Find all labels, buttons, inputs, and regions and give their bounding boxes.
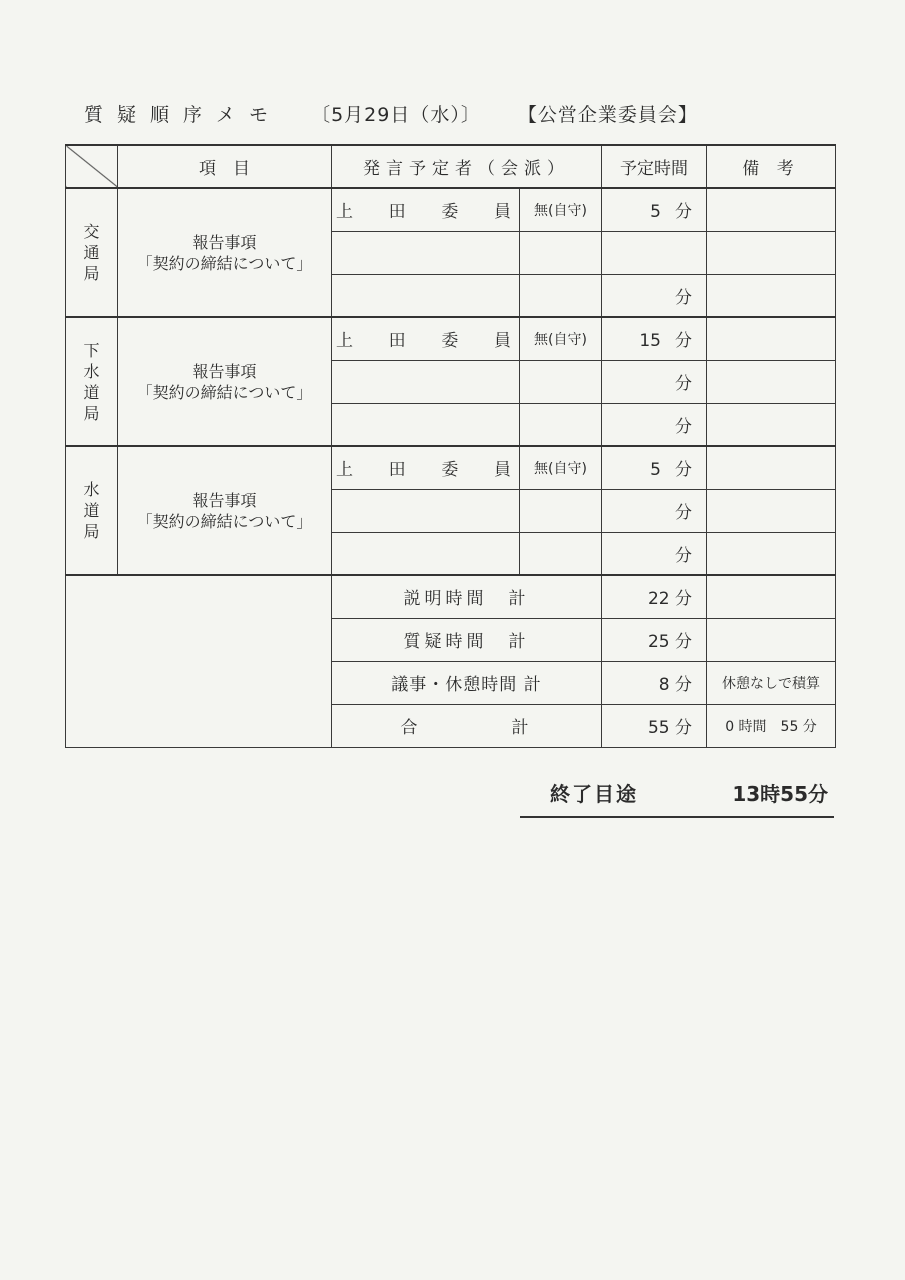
speaker-char: 員: [493, 460, 511, 481]
speaker-cell: [332, 403, 520, 446]
summary-note: 休憩なしで積算: [707, 661, 836, 704]
speaker-char: 上: [336, 460, 353, 481]
time-unit: 分: [675, 416, 692, 437]
item-line: 「契約の締結について」: [136, 382, 313, 402]
table-header-row: [66, 145, 836, 188]
summary-note: [707, 618, 836, 661]
summary-label: 説明時間 計: [332, 575, 602, 618]
note-cell: [707, 446, 836, 489]
note-cell: [707, 188, 836, 231]
end-label: 終了目途: [550, 782, 638, 806]
time-unit: 分: [675, 460, 692, 481]
header-item: 項 目: [118, 145, 332, 188]
note-cell: [707, 489, 836, 532]
item-line: 「契約の締結について」: [136, 511, 313, 531]
speaker-cell: [332, 188, 520, 231]
time-value: 5: [650, 460, 661, 481]
note-cell: [707, 231, 836, 274]
faction-cell: [520, 360, 602, 403]
time-cell: [602, 231, 707, 274]
summary-note: [707, 575, 836, 618]
time-unit: 分: [675, 287, 692, 308]
time-cell: [602, 403, 707, 446]
summary-note: 0 時間 55 分: [707, 704, 836, 747]
speaker-cell: [332, 231, 520, 274]
item-cell: [118, 446, 332, 575]
faction-cell: [520, 403, 602, 446]
speaker-char: 員: [493, 202, 511, 223]
summary-time: 25 分: [602, 618, 707, 661]
speaker-cell: [332, 489, 520, 532]
title-main: 質疑順序メモ: [84, 104, 283, 126]
speaker-char: 田: [388, 331, 406, 352]
dept-char: 水: [83, 361, 100, 381]
speaker-char: 委: [441, 460, 459, 481]
dept-char: 交: [83, 222, 100, 241]
question-order-table: [65, 144, 836, 748]
title-committee: 【公営企業委員会】: [517, 104, 698, 126]
summary-time: 55 分: [602, 704, 707, 747]
time-unit: 分: [675, 545, 692, 566]
dept-char: 局: [83, 264, 100, 283]
summary-time: 8 分: [602, 661, 707, 704]
note-cell: [707, 360, 836, 403]
dept-char: 通: [83, 243, 100, 262]
speaker-char: 上: [336, 202, 353, 223]
table-row: [66, 317, 836, 360]
summary-blank-cell: [66, 575, 332, 747]
speaker-char: 上: [336, 331, 353, 352]
note-cell: [707, 274, 836, 317]
time-value: 15: [639, 331, 661, 352]
note-cell: [707, 403, 836, 446]
item-cell: [118, 317, 332, 446]
header-speaker: 発言予定者（会派）: [332, 145, 602, 188]
time-unit: 分: [675, 374, 692, 394]
dept-cell: [66, 317, 118, 446]
time-cell: [602, 446, 707, 489]
time-cell: [602, 489, 707, 532]
dept-cell: [66, 446, 118, 575]
summary-row-explain: [66, 575, 836, 618]
end-estimate: [520, 772, 834, 818]
header-time: 予定時間: [602, 145, 707, 188]
document-title: [84, 100, 698, 127]
item-line: 「契約の締結について」: [136, 253, 313, 273]
header-corner-cell: [66, 145, 118, 188]
speaker-cell: [332, 317, 520, 360]
table-row: [66, 446, 836, 489]
faction-cell: [520, 489, 602, 532]
header-note: 備 考: [707, 145, 836, 188]
item-cell: [118, 188, 332, 317]
speaker-cell: [332, 532, 520, 575]
summary-label: 質疑時間 計: [332, 618, 602, 661]
time-value: 5: [650, 202, 661, 223]
faction-cell: [520, 274, 602, 317]
faction-cell: 無(自守): [520, 188, 602, 231]
end-value: 13時55分: [732, 782, 828, 806]
total-label-b: 計: [511, 718, 533, 738]
dept-cell: [66, 188, 118, 317]
time-cell: [602, 274, 707, 317]
speaker-char: 委: [441, 202, 459, 223]
time-unit: 分: [675, 202, 692, 223]
speaker-char: 田: [388, 202, 406, 223]
summary-time: 22 分: [602, 575, 707, 618]
item-line: 報告事項: [192, 361, 257, 381]
dept-char: 道: [83, 501, 100, 520]
time-unit: 分: [675, 503, 692, 523]
speaker-char: 委: [441, 331, 459, 352]
total-label-a: 合: [400, 718, 422, 738]
time-unit: 分: [675, 331, 692, 352]
faction-cell: 無(自守): [520, 317, 602, 360]
time-cell: [602, 188, 707, 231]
faction-cell: [520, 532, 602, 575]
dept-char: 局: [83, 403, 100, 423]
speaker-cell: [332, 360, 520, 403]
speaker-char: 員: [493, 331, 511, 352]
speaker-cell: [332, 274, 520, 317]
dept-char: 下: [83, 340, 100, 360]
time-cell: [602, 360, 707, 403]
speaker-char: 田: [388, 460, 406, 481]
time-cell: [602, 532, 707, 575]
item-line: 報告事項: [192, 232, 257, 252]
speaker-cell: [332, 446, 520, 489]
summary-label: 議事・休憩時間 計: [332, 661, 602, 704]
dept-char: 局: [83, 522, 100, 541]
dept-char: 水: [83, 480, 100, 499]
title-date: 〔5月29日（水）〕: [311, 104, 481, 126]
note-cell: [707, 532, 836, 575]
item-line: 報告事項: [192, 490, 257, 510]
faction-cell: [520, 231, 602, 274]
summary-label-total: [332, 704, 602, 747]
note-cell: [707, 317, 836, 360]
faction-cell: 無(自守): [520, 446, 602, 489]
dept-char: 道: [83, 382, 100, 402]
time-cell: [602, 317, 707, 360]
table-row: [66, 188, 836, 231]
